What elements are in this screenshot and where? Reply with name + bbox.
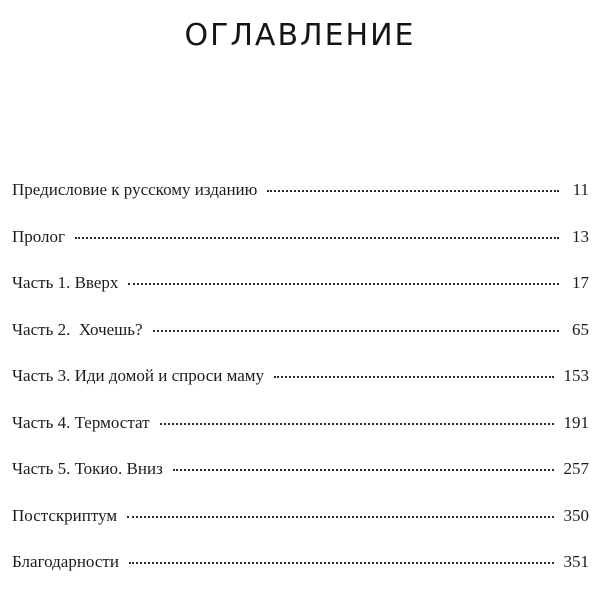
toc-entry-page-number: 17 [572,273,589,292]
dot-leader [129,562,554,564]
toc-entry-page-number: 65 [572,319,589,339]
toc-entry-part-4[interactable] [12,413,589,460]
dot-leader [267,190,559,192]
toc-entry-label: Часть 3. Иди домой и спроси маму [12,366,265,385]
dot-leader [173,469,554,471]
dot-leader [75,237,559,239]
toc-entry-page-number: 191 [563,412,589,432]
toc-entry-label: Часть 4. Термостат [12,412,150,432]
toc-entry-prologue[interactable] [12,227,589,274]
toc-entry-page-number: 350 [563,505,589,525]
toc-entry-page-number: 11 [572,180,589,199]
dot-leader [127,516,553,518]
toc-entry-label: Благодарности [12,552,119,571]
dot-leader [153,330,559,332]
toc-entry-acknowledgements[interactable] [12,552,589,599]
toc-entry-preface[interactable] [12,180,589,227]
toc-entry-part-3[interactable] [12,366,589,413]
toc-entry-postscript[interactable] [12,506,589,553]
toc-entry-page-number: 153 [563,366,589,385]
toc-entry-label: Часть 5. Токио. Вниз [12,459,163,478]
toc-entry-part-1[interactable] [12,273,589,320]
toc-entry-label: Часть 2. Хочешь? [12,319,143,339]
dot-leader [160,423,554,425]
page-title: ОГЛАВЛЕНИЕ [184,18,416,53]
toc-list [12,180,589,599]
dot-leader [274,376,553,378]
toc-entry-page-number: 257 [563,459,589,478]
toc-entry-page-number: 351 [563,552,589,571]
toc-entry-label: Часть 1. Вверх [12,273,119,292]
toc-entry-page-number: 13 [572,226,589,246]
toc-entry-label: Пролог [12,226,66,246]
toc-entry-part-5[interactable] [12,459,589,506]
toc-entry-label: Предисловие к русскому изданию [12,180,258,199]
toc-entry-label: Постскриптум [12,505,118,525]
toc-entry-part-2[interactable] [12,320,589,367]
dot-leader [128,283,559,285]
